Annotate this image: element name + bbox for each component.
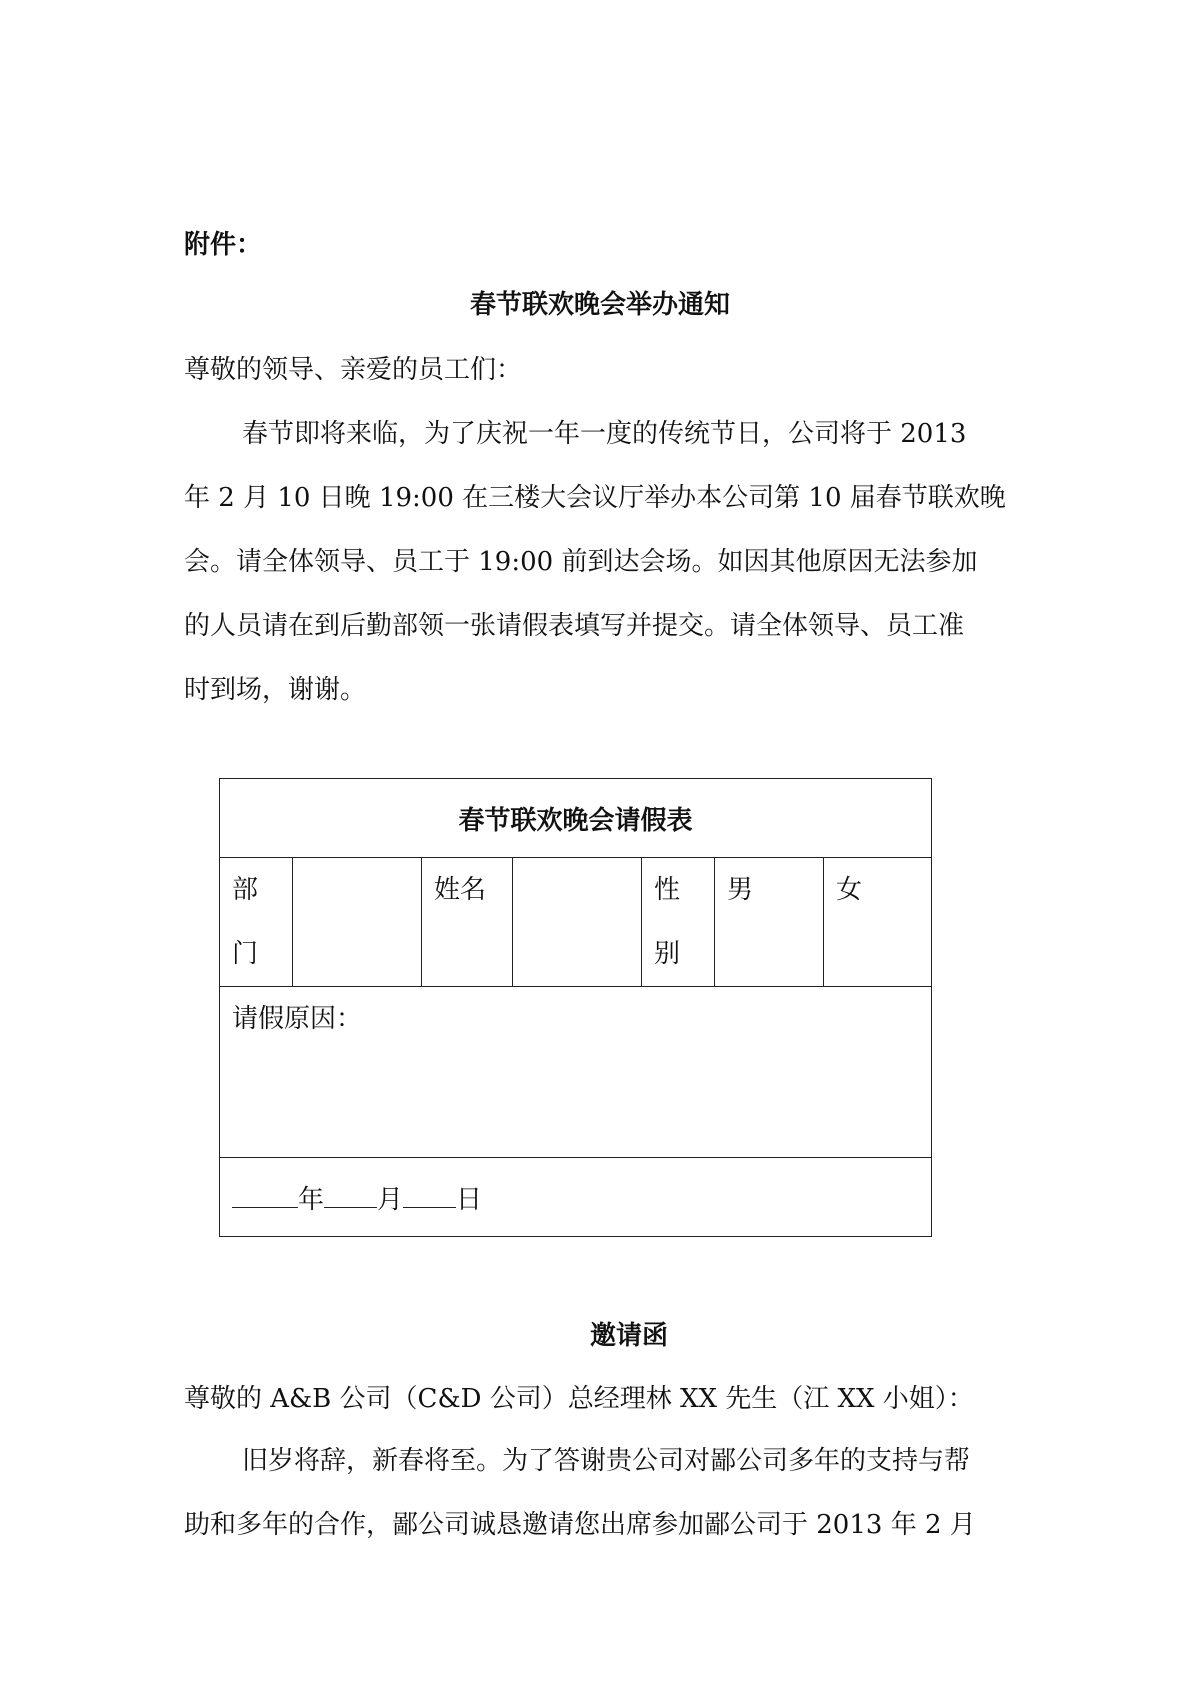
dept-label-cell [220,858,293,987]
name-label-cell [422,858,513,987]
notice-greeting: 尊敬的领导、亲爱的员工们： [184,355,523,385]
notice-body-line: 年 2 月 10 日晚 19:00 在三楼大会议厅举办本公司第 10 届春节联欢晚 [184,483,1006,513]
female-option: 女 [836,875,863,905]
gender-label-cell [642,858,715,987]
year-label: 年 [298,1184,325,1215]
date-cell [220,1158,932,1237]
notice-body-line: 会。请全体领导、员工于 19:00 前到达会场。如因其他原因无法参加 [184,547,978,577]
dept-label-char: 部 [232,875,259,905]
gender-label-char: 别 [654,939,681,969]
day-blank[interactable] [403,1185,456,1208]
dept-label-char: 门 [232,939,259,969]
invitation-greeting: 尊敬的 A&B 公司（C&D 公司）总经理林 XX 先生（江 XX 小姐）： [184,1384,974,1414]
leave-form-table [219,778,932,1237]
dept-input-cell[interactable] [293,858,422,987]
reason-label: 请假原因： [232,1004,363,1034]
notice-body-line: 时到场，谢谢。 [184,675,367,705]
invitation-body-line: 旧岁将辞，新春将至。为了答谢贵公司对鄙公司多年的支持与帮 [242,1446,971,1476]
attachment-label: 附件： [184,230,263,260]
gender-label-char: 性 [654,875,681,905]
reason-cell[interactable] [220,987,932,1158]
year-blank[interactable] [232,1185,298,1208]
male-option-cell[interactable] [715,858,824,987]
leave-form-title: 春节联欢晚会请假表 [220,779,932,858]
name-input-cell[interactable] [513,858,642,987]
notice-body-line: 春节即将来临，为了庆祝一年一度的传统节日，公司将于 2013 [242,419,967,449]
invitation-title: 邀请函 [590,1321,669,1351]
male-option: 男 [727,875,754,905]
month-label: 月 [377,1184,404,1215]
invitation-body-line: 助和多年的合作，鄙公司诚恳邀请您出席参加鄙公司于 2013 年 2 月 [184,1510,976,1540]
month-blank[interactable] [324,1185,377,1208]
day-label: 日 [456,1184,483,1215]
name-label: 姓名 [434,875,487,905]
notice-body-line: 的人员请在到后勤部领一张请假表填写并提交。请全体领导、员工准 [184,611,965,641]
notice-title: 春节联欢晚会举办通知 [469,290,730,320]
female-option-cell[interactable] [824,858,932,987]
